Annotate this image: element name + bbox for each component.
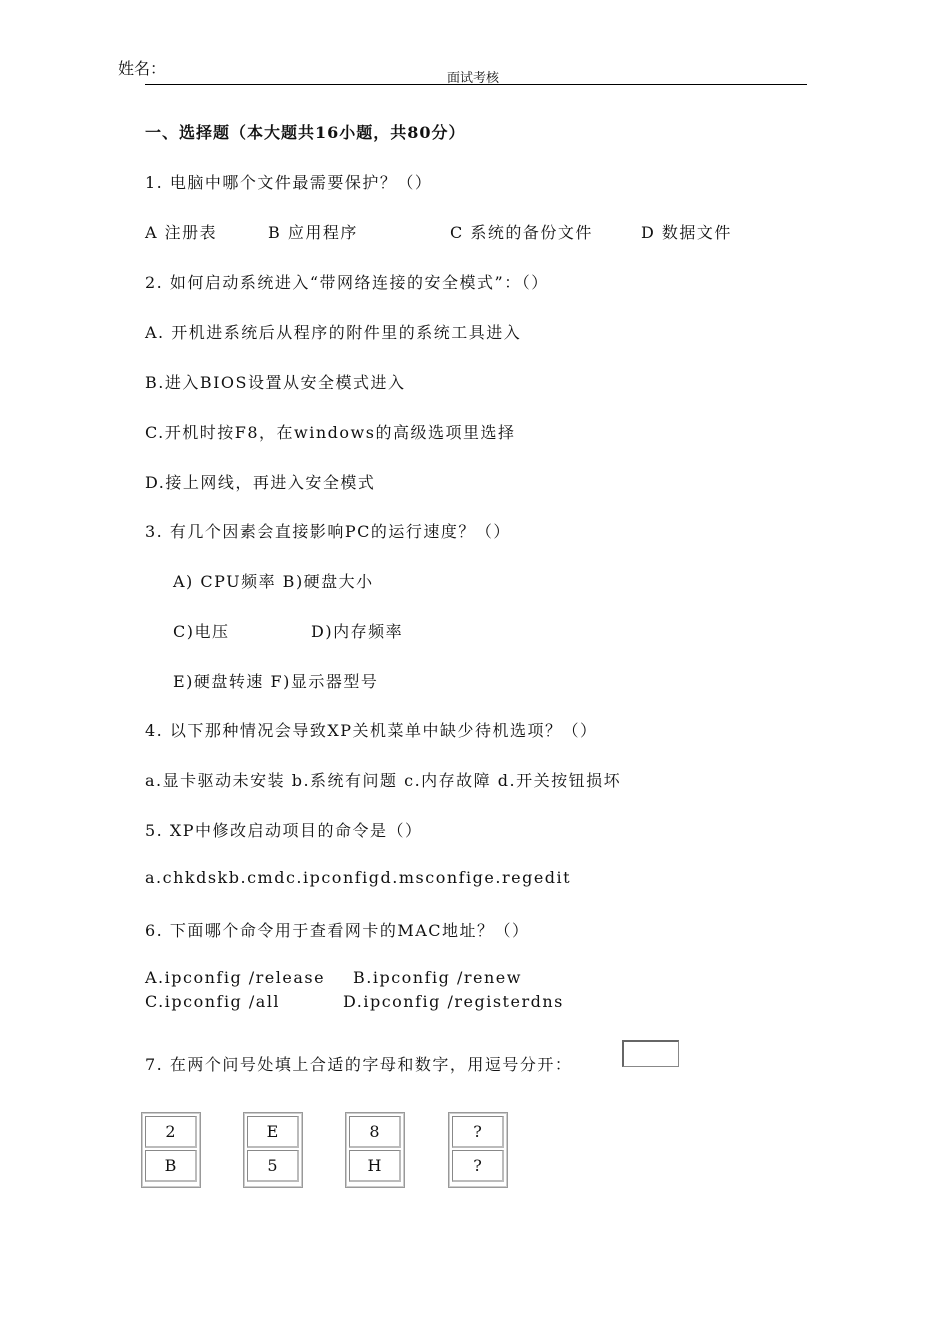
puzzle-cell: H	[349, 1150, 401, 1182]
puzzle-column-4	[448, 1112, 508, 1188]
question-5: 5. XP中修改启动项目的命令是（）	[145, 821, 423, 840]
question-7: 7. 在两个问号处填上合适的字母和数字，用逗号分开：	[145, 1055, 573, 1074]
question-6: 6. 下面哪个命令用于查看网卡的MAC地址？（）	[145, 921, 530, 940]
q5-options: a.chkdskb.cmdc.ipconfigd.msconfige.regedit	[145, 868, 572, 887]
q3-option-c: C)电压	[173, 622, 230, 641]
q1-option-a: A 注册表	[145, 223, 218, 242]
q1-option-b: B 应用程序	[268, 223, 358, 242]
section-title: 一、选择题（本大题共16小题，共80分）	[145, 123, 466, 142]
puzzle-column-2	[243, 1112, 303, 1188]
q2-option-b: B.进入BIOS设置从安全模式进入	[145, 373, 406, 392]
question-2: 2. 如何启动系统进入“带网络连接的安全模式”：（）	[145, 273, 549, 292]
puzzle-cell: 5	[247, 1150, 299, 1182]
question-1: 1. 电脑中哪个文件最需要保护？（）	[145, 173, 433, 192]
q6-option-c: C.ipconfig /all	[145, 992, 281, 1011]
q2-option-c: C.开机时按F8，在windows的高级选项里选择	[145, 423, 516, 442]
question-4: 4. 以下那种情况会导致XP关机菜单中缺少待机选项？（）	[145, 721, 598, 740]
q3-options-ef: E)硬盘转速 F)显示器型号	[173, 672, 379, 691]
q2-option-a: A. 开机进系统后从程序的附件里的系统工具进入	[145, 323, 522, 342]
q6-option-b: B.ipconfig /renew	[353, 968, 522, 987]
puzzle-column-3	[345, 1112, 405, 1188]
puzzle-cell: E	[247, 1116, 299, 1148]
puzzle-column-1	[141, 1112, 201, 1188]
q1-option-c: C 系统的备份文件	[450, 223, 593, 242]
q3-options-ab: A) CPU频率 B)硬盘大小	[173, 572, 374, 591]
question-3: 3. 有几个因素会直接影响PC的运行速度？（）	[145, 522, 511, 541]
puzzle-cell-unknown: ?	[452, 1116, 504, 1148]
header-rule	[145, 84, 807, 85]
q1-option-d: D 数据文件	[641, 223, 732, 242]
name-label: 姓名：	[118, 59, 167, 78]
puzzle-cell: B	[145, 1150, 197, 1182]
q7-answer-box[interactable]	[622, 1040, 679, 1067]
puzzle-cell-unknown: ?	[452, 1150, 504, 1182]
q6-option-d: D.ipconfig /registerdns	[343, 992, 564, 1011]
page-header-title: 面试考核	[447, 71, 500, 86]
q3-option-d: D)内存频率	[311, 622, 404, 641]
q4-options: a.显卡驱动未安装 b.系统有问题 c.内存故障 d.开关按钮损坏	[145, 771, 622, 790]
q6-option-a: A.ipconfig /release	[145, 968, 326, 987]
puzzle-cell: 2	[145, 1116, 197, 1148]
puzzle-cell: 8	[349, 1116, 401, 1148]
q2-option-d: D.接上网线，再进入安全模式	[145, 473, 376, 492]
